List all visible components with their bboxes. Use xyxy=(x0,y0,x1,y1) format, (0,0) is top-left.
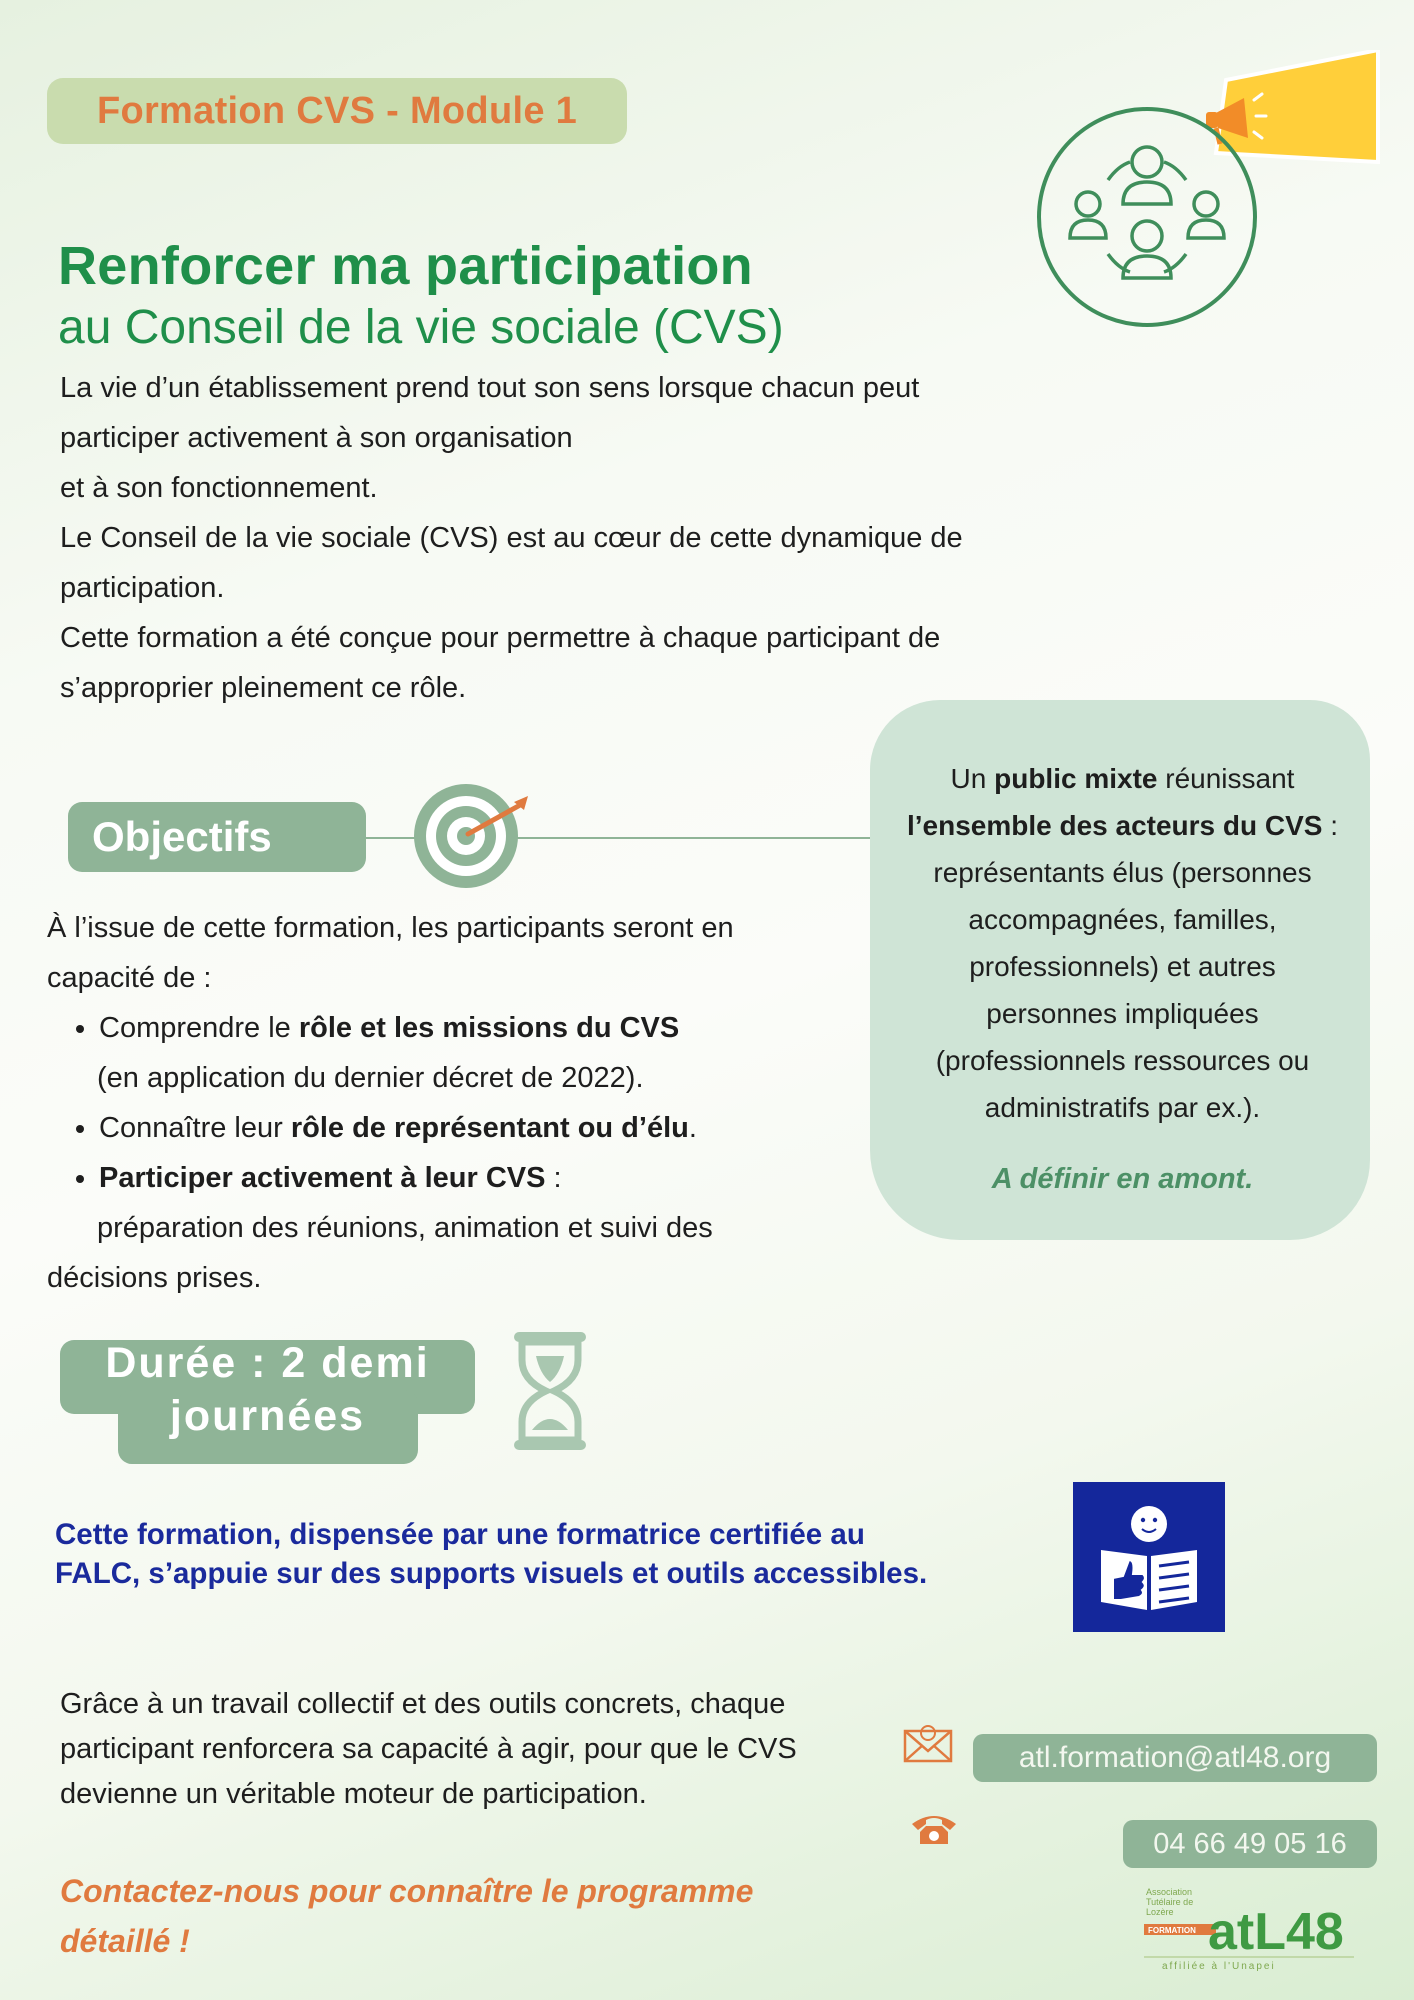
intro-line: s’approprier pleinement ce rôle. xyxy=(60,672,467,704)
text: : xyxy=(1322,810,1339,841)
objectifs-bullets xyxy=(47,1103,847,1203)
collectif-text xyxy=(60,1682,900,1817)
intro-text xyxy=(60,363,1140,713)
item-emphasis: Participer activement à leur CVS xyxy=(99,1162,546,1194)
logo-brand: atL48 xyxy=(1208,1903,1344,1961)
objectifs-bullets xyxy=(47,1003,847,1053)
page-title: Renforcer ma participation xyxy=(58,236,753,296)
item-continuation: (en application du dernier décret de 2022). xyxy=(97,1062,644,1094)
community-icon xyxy=(1030,100,1265,335)
list-item xyxy=(99,1153,847,1203)
intro-line: participer activement à son organisation xyxy=(60,422,573,454)
email-address[interactable]: atl.formation@atl48.org xyxy=(1018,1741,1332,1774)
emphasis: l’ensemble des acteurs du CVS xyxy=(906,810,1323,841)
collectif-line: devienne un véritable moteur de participation. xyxy=(60,1778,647,1810)
phone-link[interactable] xyxy=(1123,1820,1377,1868)
public-line xyxy=(880,755,1365,802)
falc-text xyxy=(55,1515,1055,1593)
falc-line: FALC, s’appuie sur des supports visuels et outils accessibles. xyxy=(55,1557,928,1590)
contact-cta xyxy=(60,1866,900,1966)
text: Un xyxy=(950,763,995,794)
cta-line: détaillé ! xyxy=(60,1923,190,1959)
collectif-line: participant renforcera sa capacité à agir, pour que le CVS xyxy=(60,1733,797,1765)
list-item xyxy=(99,1103,847,1153)
public-line xyxy=(880,802,1365,849)
email-link[interactable] xyxy=(973,1734,1377,1782)
logo-text: Tutélaire de xyxy=(1146,1897,1194,1907)
duration-line: Durée : 2 demi xyxy=(105,1339,430,1387)
logo-text: Association xyxy=(1146,1887,1193,1897)
mail-icon xyxy=(903,1723,955,1763)
phone-icon xyxy=(908,1808,960,1848)
public-line: personnes impliquées xyxy=(986,998,1259,1029)
module-badge xyxy=(47,78,627,144)
public-line: accompagnées, familles, xyxy=(968,904,1277,935)
item-text: Comprendre le xyxy=(99,1012,299,1044)
falc-line: Cette formation, dispensée par une formatrice certifiée au xyxy=(55,1518,865,1551)
cta-line: Contactez-nous pour connaître le programme xyxy=(60,1873,754,1909)
logo-text: Lozère xyxy=(1146,1907,1174,1917)
item-emphasis: rôle de représentant ou d’élu xyxy=(290,1112,689,1144)
collectif-line: Grâce à un travail collectif et des outils concrets, chaque xyxy=(60,1688,786,1720)
intro-line: et à son fonctionnement. xyxy=(60,472,378,504)
intro-line: Le Conseil de la vie sociale (CVS) est au cœur de cette dynamique de xyxy=(60,522,963,554)
item-text: . xyxy=(688,1112,697,1144)
list-item xyxy=(99,1003,847,1053)
phone-number[interactable]: 04 66 49 05 16 xyxy=(1153,1827,1347,1860)
objectifs-list xyxy=(47,903,847,1303)
hourglass-icon xyxy=(510,1330,590,1452)
public-line: représentants élus (personnes xyxy=(933,857,1312,888)
text: réunissant xyxy=(1157,763,1295,794)
item-continuation: décisions prises. xyxy=(47,1262,262,1294)
public-note: A définir en amont. xyxy=(991,1163,1254,1195)
intro-line: Cette formation a été conçue pour permettre à chaque participant de xyxy=(60,622,941,654)
intro-line: La vie d’un établissement prend tout son sens lorsque chacun peut xyxy=(60,372,920,404)
item-emphasis: rôle et les missions du CVS xyxy=(298,1012,680,1044)
item-text: Connaître leur xyxy=(99,1112,291,1144)
item-text: : xyxy=(545,1162,562,1194)
logo-tag: FORMATION xyxy=(1148,1926,1196,1935)
duration-line: journées xyxy=(169,1392,366,1440)
target-icon xyxy=(410,780,545,892)
emphasis: public mixte xyxy=(994,763,1158,794)
public-line: (professionnels ressources ou xyxy=(935,1045,1310,1076)
duration-text xyxy=(60,1337,475,1443)
objectifs-lead: capacité de : xyxy=(47,962,212,994)
public-line: administratifs par ex.). xyxy=(984,1092,1261,1123)
atl48-logo xyxy=(1142,1883,1362,1973)
falc-logo-icon xyxy=(1073,1482,1225,1632)
page-subtitle: au Conseil de la vie sociale (CVS) xyxy=(58,301,784,354)
intro-line: participation. xyxy=(60,572,225,604)
item-continuation: préparation des réunions, animation et suivi des xyxy=(97,1212,713,1244)
public-line: professionnels) et autres xyxy=(969,951,1276,982)
logo-footer: affiliée à l'Unapei xyxy=(1162,1961,1276,1972)
objectifs-lead: À l’issue de cette formation, les participants seront en xyxy=(47,912,734,944)
objectifs-heading xyxy=(68,802,366,872)
public-text xyxy=(880,755,1365,1131)
objectifs-heading-label: Objectifs xyxy=(92,813,272,860)
module-badge-label: Formation CVS - Module 1 xyxy=(96,89,578,132)
